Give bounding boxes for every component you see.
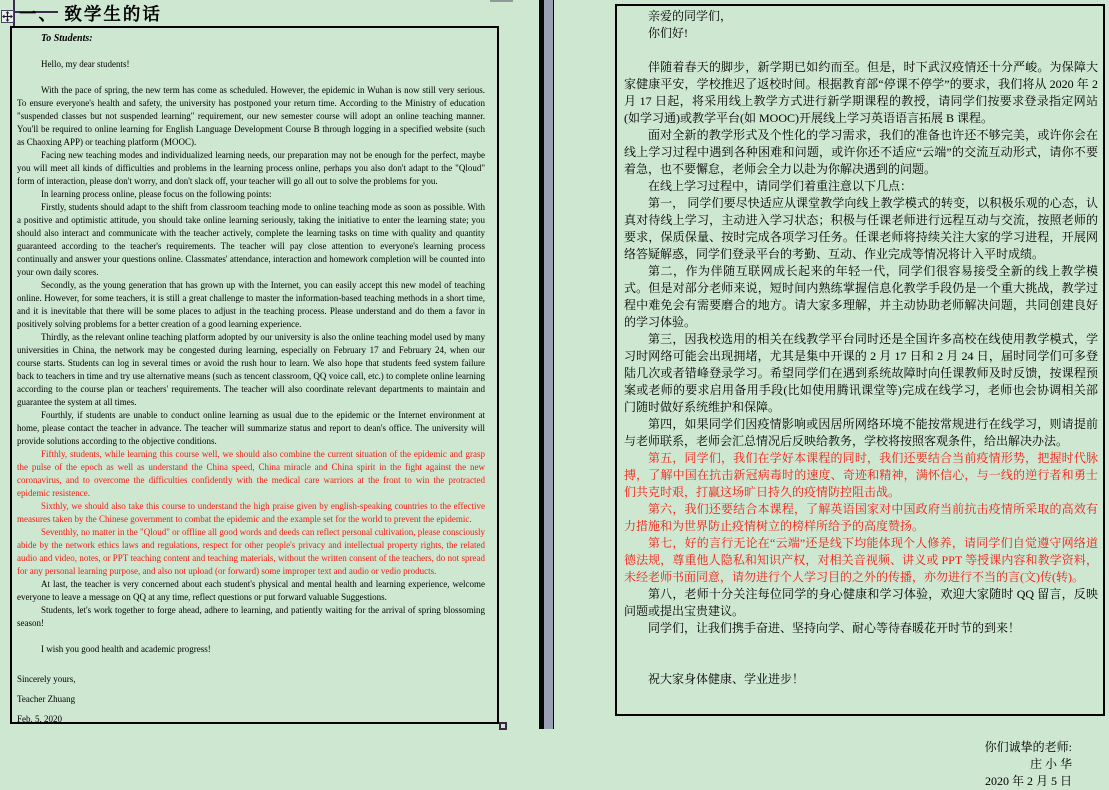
blank-line [624, 42, 1098, 59]
paragraph-line: 第四，如果同学们因疫情影响或因居所网络环境不能按常规进行在线学习，则请提前与老师联系，老师会汇总情况后反映给教务，学校将按照客观条件，给出解决办法。 [624, 417, 1098, 448]
blank-line [17, 71, 485, 84]
paragraph-line: 第二，作为伴随互联网成长起来的年轻一代，同学们很容易接受全新的线上教学模式。但是对部分老师来说，短时间内熟练掌握信息化教学手段仍是一个重大挑战，教学过程中难免会有需要磨合的地方。请大家多理解，并主动协助老师解决问题，共同创建良好的学习体验。 [624, 264, 1098, 329]
blank-line [624, 705, 1098, 722]
page-divider [539, 0, 554, 729]
blank-line [624, 637, 1098, 654]
paragraph-line: Sincerely yours, [17, 674, 76, 684]
move-anchor-icon[interactable] [1, 10, 14, 23]
paragraph-line: 你们好! [648, 26, 688, 40]
page-top-edge-segment [490, 0, 513, 2]
paragraph-line: Fifthly, students, while learning this course well, we should also combine the current situation of the epidemic and grasp the pulse of the epoch as well as understand the China speed, China miracle and China spirit in the fight against the new coronavirus, and to overcome the difficulties confidently with the medical care warriors at the front to win the protracted epidemic resistence. [17, 449, 485, 498]
blank-line [624, 722, 1098, 739]
paragraph-line: In learning process online, please focus on the following points: [41, 189, 272, 199]
blank-line [624, 654, 1098, 671]
paragraph-line: At last, the teacher is very concerned about each student's physical and mental health and learning experience, welcome everyone to leave a message on QQ at any time, reflect questions or put forward valuable Suggestions. [17, 579, 485, 602]
paragraph-line: Seventhly, no matter in the "Qloud" or offline all good words and deeds can reflect personal cultivation, please consciously abide by the network ethics laws and regulations, respect for other people's privacy and intellectual property rights, the related audio and video, notes, or PPT teaching content and teaching materials, without the written consent of the teachers, do not spread for any personal learning purpose, and also not upload (or forward) some improper text and audio or vedio products. [17, 527, 485, 576]
blank-line [17, 45, 485, 58]
paragraph-line: Teacher Zhuang [17, 694, 76, 704]
paragraph-line: 庄 小 华 [1029, 757, 1072, 771]
paragraph-line: Fourthly, if students are unable to conduct online learning as usual due to the epidemic or the Internet environment at home, please contact the teacher in advance. The teacher will summarize status and report to dean's office. The university will provide solutions according to the objective conditions. [17, 410, 485, 446]
paragraph-line: 亲爱的同学们， [648, 9, 733, 23]
frame-resize-handle[interactable] [499, 722, 507, 730]
paragraph-line: 第五，同学们，我们在学好本课程的同时，我们还要结合当前疫情形势，把握时代脉搏，了解中国在抗击新冠病毒时的速度、奇迹和精神，满怀信心，与一线的逆行者和勇士们共克时艰，打赢这场旷日持久的疫情防控阻击战。 [624, 451, 1098, 499]
blank-line [17, 656, 485, 669]
letter-frame-english[interactable] [10, 26, 499, 724]
paragraph-line: I wish you good health and academic progress! [41, 644, 211, 654]
paragraph-line: 第一， 同学们要尽快适应从课堂教学向线上教学模式的转变，以积极乐观的心态，认真对待线上学习，主动进入学习状态；积极与任课老师进行远程互动与交流，按照老师的要求，保质保量、按时完成各项学习任务。任课老师将持续关注大家的学习进程，开展网络答疑解惑，同学们登录平台的考勤、互动、作业完成等情况将计入平时成绩。 [624, 196, 1098, 261]
paragraph-line: 第三，因我校选用的相关在线教学平台同时还是全国许多高校在线使用教学模式，学习时网络可能会出现拥堵，尤其是集中开课的 2 月 17 日和 2 月 24 日，届时同学们可多登陆几次或者错峰登录学习。希望同学们在遇到系统故障时向任课教师及时反馈，按课程预案或老师的要求启用备用手段(比如使用腾讯课堂等)完成在线学习，老师也会协调相关部门随时做好系统维护和保障。 [624, 332, 1098, 414]
paragraph-line: 第六，我们还要结合本课程，了解英语国家对中国政府当前抗击疫情所采取的高效有力措施和为世界防止疫情树立的榜样所给予的高度赞扬。 [624, 502, 1098, 533]
paragraph-line: 第八，老师十分关注每位同学的身心健康和学习体验，欢迎大家随时 QQ 留言，反映问题或提出宝贵建议。 [624, 587, 1098, 618]
paragraph-line: 同学们，让我们携手奋进、坚持向学、耐心等待春暖花开时节的到来！ [648, 621, 1021, 635]
paragraph-line: 祝大家身体健康、学业进步！ [648, 672, 805, 686]
blank-line [624, 688, 1098, 705]
paragraph-line: Firstly, students should adapt to the shift from classroom teaching mode to online teaching mode as soon as possible. With a positive and optimistic attitude, you should take online learning seriously, taking the initiative to enter the learning state; you should also interact and communicate with the teacher actively, complete the learning tasks on time with quality and quantity guaranteed according to the teacher's requirements. The teacher will pay close attention to everyone's learning process continually and answer your questions online. Classmates' attendance, interaction and homework completion will be counted into your own daily scores. [17, 202, 485, 277]
paragraph-line: Students, let's work together to forge ahead, adhere to learning, and patiently waiting for the arrival of spring blossoming season! [17, 605, 485, 628]
paragraph-line: 面对全新的教学形式及个性化的学习需求，我们的准备也许还不够完美，或许你会在线上学习过程中遇到各种困难和问题，或许你还不适应“云端”的交流互动形式，请你不要着急，也不要懈怠，老师会全力以赴为你解决遇到的问题。 [624, 128, 1098, 176]
paragraph-line: 2020 年 2 月 5 日 [984, 774, 1072, 788]
paragraph-line: 在线上学习过程中，请同学们着重注意以下几点： [648, 179, 913, 193]
paragraph-line: To Students: [41, 33, 93, 44]
paragraph-line: 第七，好的言行无论在“云端”还是线下均能体现个人修养，请同学们自觉遵守网络道德法规，尊重他人隐私和知识产权，对相关音视频、讲义或 PPT 等授课内容和教学资料，未经老师书面同意，请勿进行个人学习目的之外的传播，亦勿进行不当的言(文)传(转)。 [624, 536, 1098, 584]
section-heading: 一、 致学生的话 [19, 4, 162, 24]
letter-frame-chinese[interactable] [615, 4, 1105, 788]
paragraph-line: 你们诚挚的老师: [984, 740, 1072, 754]
paragraph-line: Hello, my dear students! [41, 59, 130, 69]
paragraph-line: Sixthly, we should also take this course to understand the high praise given by english-speaking countries to the effective measures taken by the Chinese government to combat the epidemic and the example set for the world to prevent the epidemic. [17, 501, 485, 524]
paragraph-line: 伴随着春天的脚步，新学期已如约而至。但是，时下武汉疫情还十分严峻。为保障大家健康平安，学校推迟了返校时间。根据教育部“停课不停学”的要求，我们将从 2020 年 2 月 17 日起，将采用线上教学方式进行新学期课程的教授，请同学们按要求登录指定网站(如学习通)或教学平台(如 MOOC)开展线上学习英语语言拓展 B 课程。 [624, 60, 1098, 125]
paragraph-line: With the pace of spring, the new term has come as scheduled. However, the epidemic in Wuhan is now still very serious. To ensure everyone's health and safety, the university has postponed your return time. According to the Ministry of education "suspended classes but not suspended learning" requirement, our new semester course will adopt an online teaching manner. You'll be required to online learning for English Language Development Course B through logging in a specified website (such as Chaoxing APP) or teaching platform (MOOC). [17, 85, 485, 147]
four-way-arrow-icon [2, 11, 13, 22]
paragraph-line: Thirdly, as the relevant online teaching platform adopted by our university is also the online teaching model used by many universities in China, the network may be congested during learning, especially on February 17 and February 24, when our course starts. Students can log in several times or avoid the rush hour to learn. We also hope that students feed system failure back to teachers in time and try use alternative means (such as tencent classroom, QQ voice call, etc.) to complete online learning according to the course plan or teachers' requirements. The teacher will also coordinate relevant departments to maintain and guarantee the system at all times. [17, 332, 485, 407]
paragraph-line: Secondly, as the young generation that has grown up with the Internet, you can easily accept this new model of teaching online. However, for some teachers, it is still a great challenge to master the information-based teaching methods in a short time, and it is inevitable that there will be some places to adjust in the teaching process. Please understand and do them a favor in positively solving problems for a better creation of a good learning experience. [17, 280, 485, 329]
paragraph-line: Feb. 5, 2020 [17, 714, 62, 724]
paragraph-line: Facing new teaching modes and individualized learning needs, our preparation may not be enough for the perfect, maybe you will meet all kinds of difficulties and problems in the learning process online, perhaps you also don't adapt to the "Qloud" form of interaction, please don't worry, and don't slack off, your teacher will go all out to solve the problems for you. [17, 150, 485, 186]
blank-line [17, 630, 485, 643]
